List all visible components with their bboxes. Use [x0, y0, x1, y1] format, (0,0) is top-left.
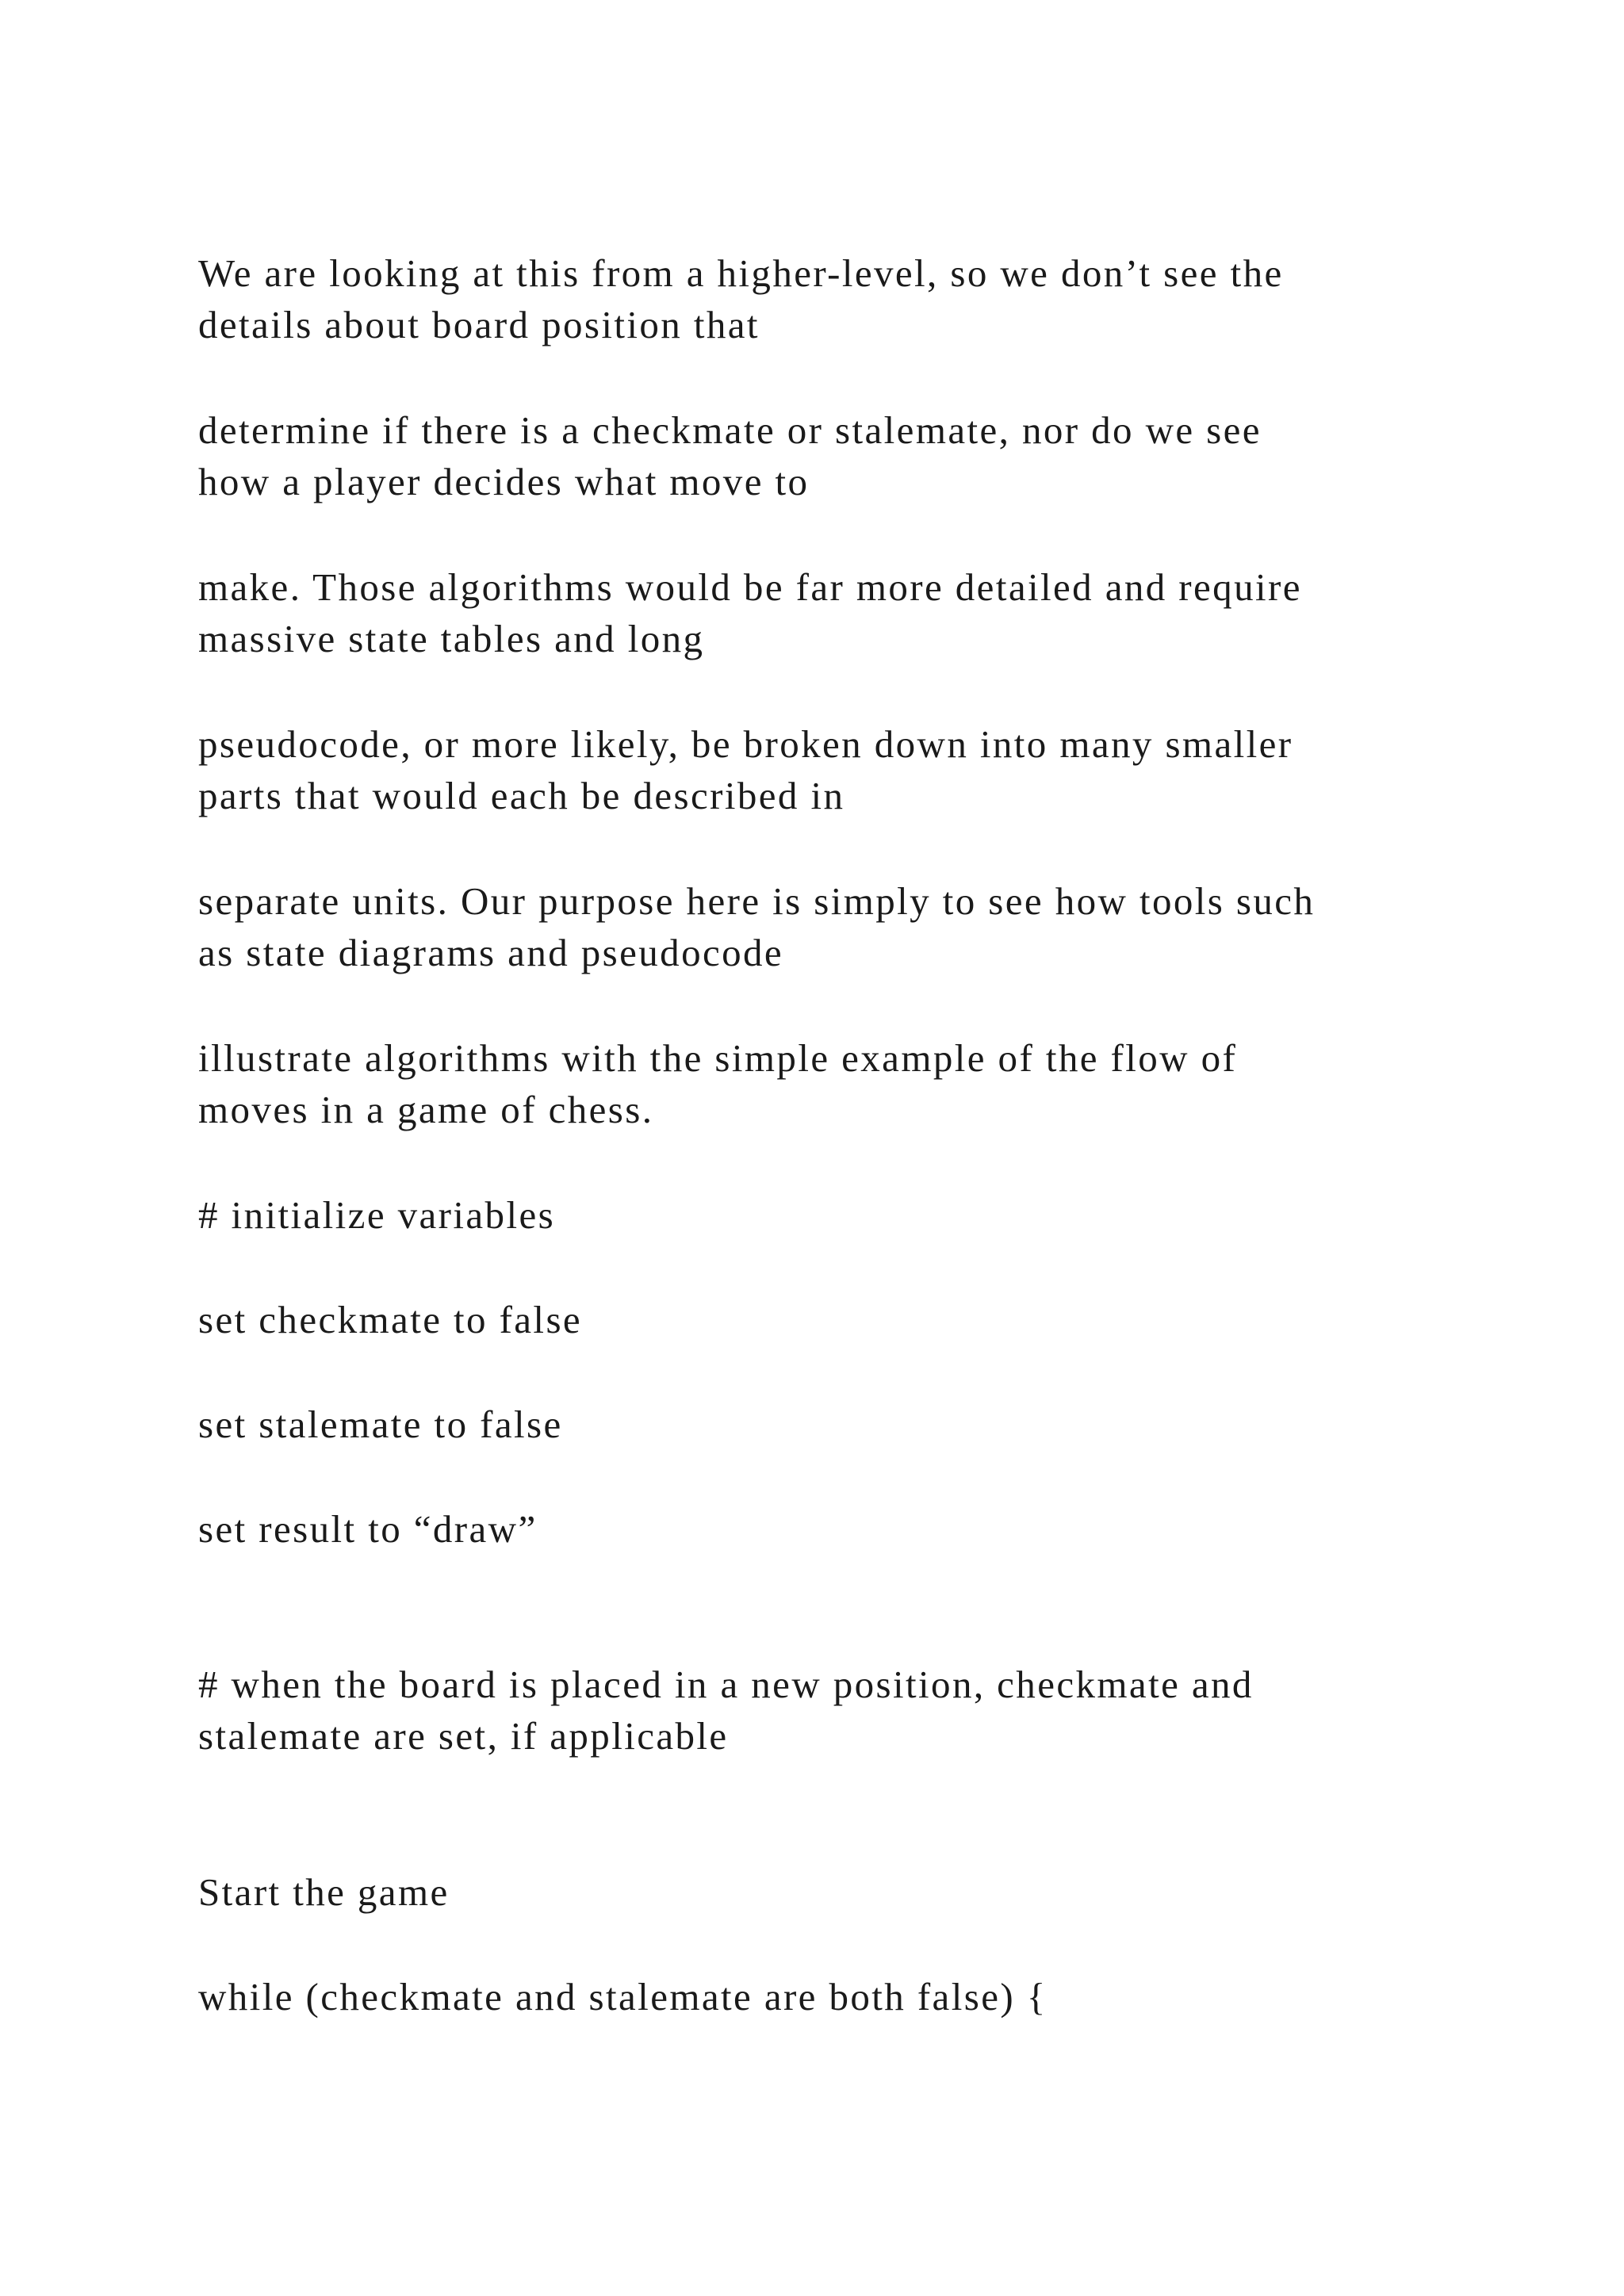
paragraph-1-line-1: We are looking at this from a higher-level, so we don’t see the — [198, 251, 1284, 295]
pseudocode-set-stalemate: set stalemate to false — [198, 1402, 563, 1446]
paragraph-3-line-2: massive state tables and long — [198, 617, 705, 660]
pseudocode-set-checkmate: set checkmate to false — [198, 1298, 583, 1341]
pseudocode-comment-initialize: # initialize variables — [198, 1193, 556, 1237]
paragraph-4-line-2: parts that would each be described in — [198, 774, 845, 817]
pseudocode-comment-board-line-1: # when the board is placed in a new position, checkmate and — [198, 1663, 1254, 1706]
paragraph-2-line-1: determine if there is a checkmate or stalemate, nor do we see — [198, 408, 1262, 452]
paragraph-2-line-2: how a player decides what move to — [198, 460, 810, 503]
pseudocode-comment-board-line-2: stalemate are set, if applicable — [198, 1714, 729, 1758]
paragraph-3-line-1: make. Those algorithms would be far more detailed and require — [198, 565, 1302, 609]
pseudocode-set-result: set result to “draw” — [198, 1507, 538, 1551]
paragraph-5-line-2: as state diagrams and pseudocode — [198, 931, 784, 974]
paragraph-6-line-1: illustrate algorithms with the simple example of the flow of — [198, 1036, 1238, 1080]
pseudocode-while-loop: while (checkmate and stalemate are both false) { — [198, 1975, 1048, 2019]
pseudocode-start-game: Start the game — [198, 1870, 450, 1914]
paragraph-4-line-1: pseudocode, or more likely, be broken down into many smaller — [198, 722, 1293, 766]
paragraph-5-line-1: separate units. Our purpose here is simply to see how tools such — [198, 879, 1316, 923]
paragraph-1-line-2: details about board position that — [198, 303, 760, 346]
paragraph-6-line-2: moves in a game of chess. — [198, 1088, 654, 1131]
